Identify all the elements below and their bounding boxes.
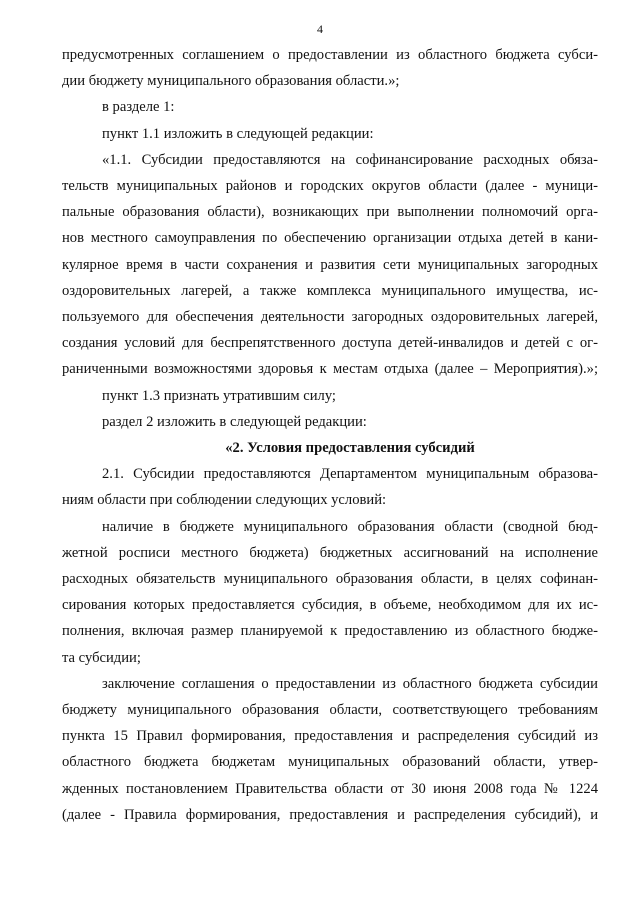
text-line: кулярное время в части сохранения и развития сети муниципальных загородных: [62, 256, 598, 273]
text-line: раниченными возможностями здоровья к местам отдыха (далее – Мероприятия).»;: [62, 361, 598, 378]
text-line: «1.1. Субсидии предоставляются на софинансирование расходных обяза-: [102, 151, 598, 168]
text-line: раздел 2 изложить в следующей редакции:: [102, 413, 367, 430]
text-line: (далее - Правила формирования, предоставления и распределения субсидий), и: [62, 806, 598, 823]
text-line: жденных постановлением Правительства области от 30 июня 2008 года № 1224: [62, 780, 598, 797]
text-line: жетной росписи местного бюджета) бюджетных ассигнований на исполнение: [62, 544, 598, 561]
text-line: тельств муниципальных районов и городских округов области (далее - муници-: [62, 178, 598, 195]
text-line: оздоровительных лагерей, а также комплекса муниципального имущества, ис-: [62, 282, 598, 299]
text-line: пункт 1.1 изложить в следующей редакции:: [102, 125, 374, 142]
text-line: полнения, включая размер планируемой к предоставлению из областного бюдже-: [62, 623, 598, 640]
text-line: в разделе 1:: [102, 99, 175, 116]
text-line: пальные образования области), возникающих при выполнении полномочий орга-: [62, 204, 598, 221]
text-line: пользуемого для обеспечения деятельности загородных оздоровительных лагерей,: [62, 309, 598, 326]
text-line: заключение соглашения о предоставлении из областного бюджета субсидии: [102, 675, 598, 692]
text-line: областного бюджета бюджетам муниципальных образований области, утвер-: [62, 754, 598, 771]
section-heading: «2. Условия предоставления субсидий: [225, 440, 475, 457]
text-line: пункта 15 Правил формирования, предоставления и распределения субсидий из: [62, 728, 598, 745]
text-line: наличие в бюджете муниципального образования области (сводной бюд-: [102, 518, 598, 535]
text-line: нов местного самоуправления по обеспечению организации отдыха детей в кани-: [62, 230, 598, 247]
text-line: та субсидии;: [62, 649, 141, 666]
text-line: создания условий для беспрепятственного доступа детей-инвалидов и детей с ог-: [62, 335, 598, 352]
text-line: сирования которых предоставляется субсидия, в объеме, необходимом для их ис-: [62, 597, 598, 614]
text-line: дии бюджету муниципального образования области.»;: [62, 73, 400, 90]
text-line: 2.1. Субсидии предоставляются Департаментом муниципальным образова-: [102, 466, 598, 483]
text-line: ниям области при соблюдении следующих условий:: [62, 492, 387, 509]
document-body: [62, 42, 598, 828]
text-line: предусмотренных соглашением о предоставлении из областного бюджета субси-: [62, 47, 598, 63]
page-number: 4: [317, 22, 323, 36]
text-line: пункт 1.3 признать утратившим силу;: [102, 387, 336, 404]
text-line: бюджету муниципального образования области, соответствующего требованиям: [62, 702, 598, 719]
text-line: расходных обязательств муниципального образования области, в целях софинан-: [62, 571, 598, 588]
